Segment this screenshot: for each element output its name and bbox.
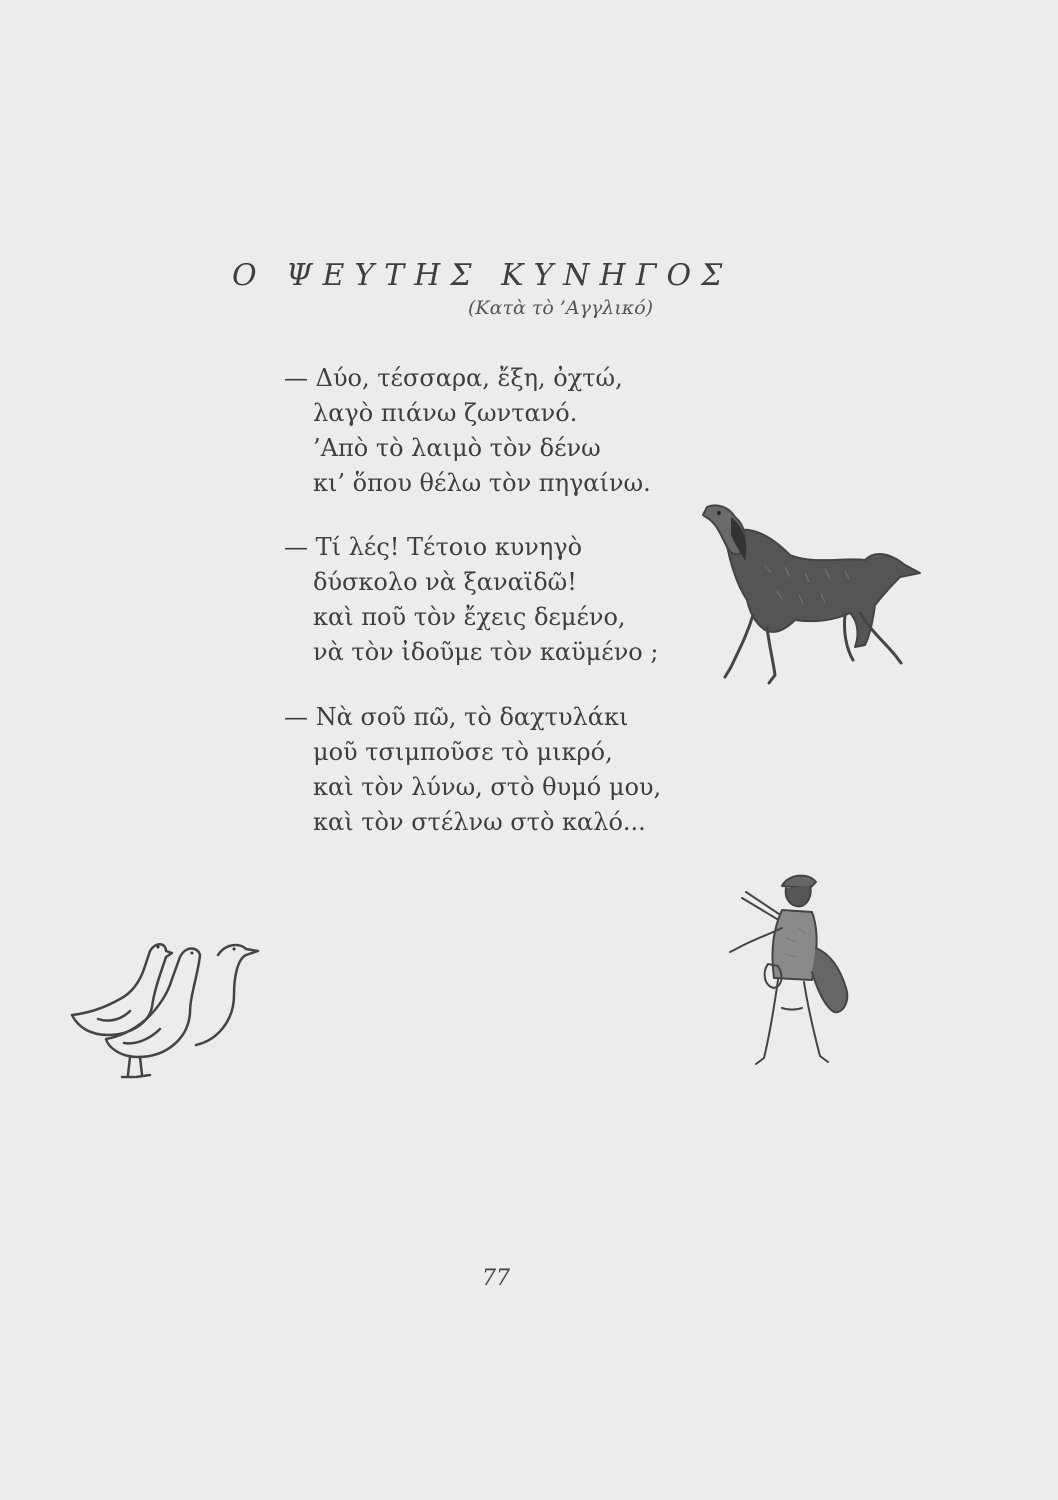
verse-line: καὶ τὸν λύνω, στὸ θυμό μου, [313,773,662,801]
verse-line: νὰ τὸν ἰδοῦμε τὸν καϋμένο ; [313,638,659,666]
verse-line: κι’ ὅπου θέλω τὸν πηγαίνω. [313,469,651,497]
dog-illustration [695,495,925,695]
verse-line: καὶ τὸν στέλνω στὸ καλό... [313,808,646,836]
hunter-illustration [712,868,872,1083]
page-number: 77 [482,1266,510,1291]
verse-line: — Τί λές! Τέτοιο κυνηγὸ [284,533,583,561]
verse-line: — Νὰ σοῦ πῶ, τὸ δαχτυλάκι [284,703,629,731]
stanza-3 [284,700,661,840]
stanza-1 [284,361,651,501]
verse-line: ’Απὸ τὸ λαιμὸ τὸν δένω [313,434,601,462]
poem-subtitle: (Κατὰ τὸ ’Αγγλικό) [468,297,654,319]
geese-illustration [68,935,268,1090]
verse-line: καὶ ποῦ τὸν ἔχεις δεμένο, [313,603,626,631]
verse-line: λαγὸ πιάνω ζωντανό. [313,399,578,427]
stanza-2 [284,530,658,670]
verse-line: — Δύο, τέσσαρα, ἔξη, ὀχτώ, [284,364,623,392]
poem-title: Ο ΨΕΥΤΗΣ ΚΥΝΗΓΟΣ [232,258,733,293]
verse-line: μοῦ τσιμποῦσε τὸ μικρό, [313,738,613,766]
verse-line: δύσκολο νὰ ξαναϊδῶ! [313,568,577,596]
